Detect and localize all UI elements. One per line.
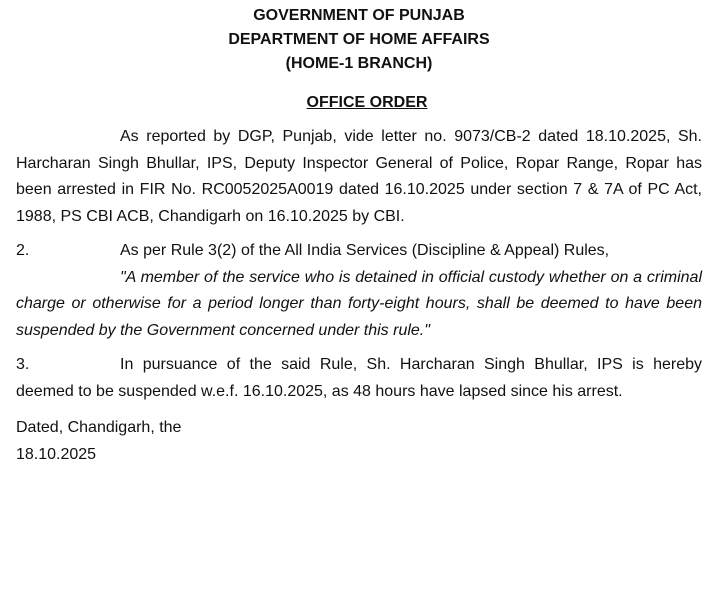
header-department: DEPARTMENT OF HOME AFFAIRS [228,31,490,48]
rule-quote: "A member of the service who is detained in official custody whether on a criminal charge or otherwise for a period longer than forty-eight hours, shall be deemed to have been suspended by the Government concerned under this rule." [16,268,702,339]
paragraph-3-text: In pursuance of the said Rule, Sh. Harcharan Singh Bhullar, IPS is hereby deemed to be suspended w.e.f. 16.10.2025, as 48 hours have lapsed since his arrest. [16,356,702,400]
paragraph-2-intro: As per Rule 3(2) of the All India Services (Discipline & Appeal) Rules, [120,242,610,259]
paragraph-2-number: 2. [16,242,30,259]
paragraph-1: As reported by DGP, Punjab, vide letter no. 9073/CB-2 dated 18.10.2025, Sh. Harcharan Singh Bhullar, IPS, Deputy Inspector General of Police, Ropar Range, Ropar has been arrested in FIR No. RC0052025A0019 dated 16.10.2025 under section 7 & 7A of PC Act, 1988, PS CBI ACB, Chandigarh on 16.10.2025 by CBI. [16,128,702,225]
paragraph-3-number: 3. [16,356,30,373]
header-government: GOVERNMENT OF PUNJAB [253,7,465,24]
paragraph-2 [16,238,702,344]
document-header [16,4,702,76]
paragraph-3 [16,352,702,405]
dated-block [16,415,702,468]
order-title: OFFICE ORDER [306,94,428,111]
dated-place: Dated, Chandigarh, the [16,419,182,436]
dated-date: 18.10.2025 [16,445,97,463]
header-branch: (HOME-1 BRANCH) [285,55,433,72]
